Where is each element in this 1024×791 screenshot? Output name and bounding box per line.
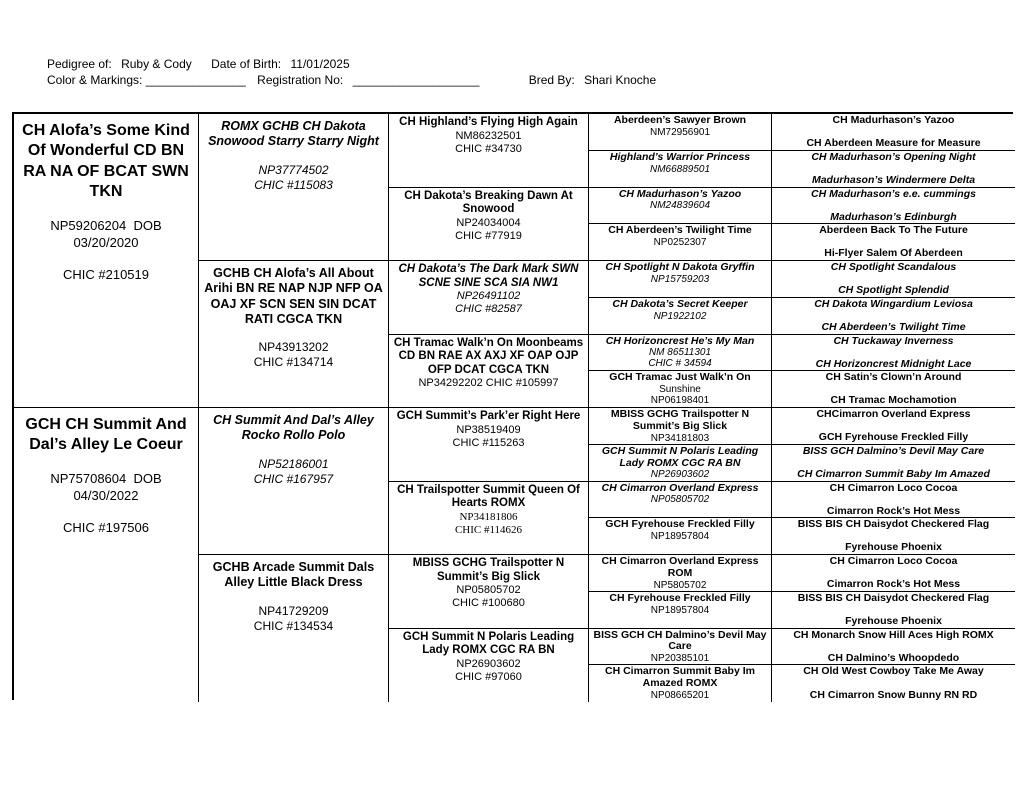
dog-name: CH Madurhason’s Yazoo xyxy=(618,187,742,200)
dog-reg: CHIC #34730 xyxy=(455,142,522,155)
color-markings-label: Color & Markings: xyxy=(47,73,143,87)
dog-name: CH Madurhason’s Opening Night xyxy=(811,150,976,163)
dob-value: 11/01/2025 xyxy=(290,57,350,71)
dog-info-block xyxy=(18,218,194,252)
dog-name: CH Dakota’s The Dark Mark SWN SCNE SINE SCA SIA NW1 xyxy=(398,263,582,289)
dog-info-block xyxy=(591,347,769,369)
dog-reg: NP43913202 xyxy=(258,340,329,354)
dog-name: CH Dakota Wingardium Leviosa xyxy=(814,297,973,310)
dog-name: CH Dakota’s Secret Keeper xyxy=(612,297,748,310)
gen2-cell-2 xyxy=(199,261,389,408)
gen3-cell-4 xyxy=(389,335,589,409)
dog-name: CH Madurhason’s Yazoo xyxy=(832,114,955,126)
pedigree-table xyxy=(12,112,1013,700)
dog-info-block xyxy=(391,130,586,156)
dog-name: GCH Fyrehouse Freckled Filly xyxy=(818,431,969,444)
dog-name: GCH Fyrehouse Freckled Filly xyxy=(605,518,755,531)
gen3-cell-6 xyxy=(389,482,589,556)
dog-name: Hi-Flyer Salem Of Aberdeen xyxy=(824,247,963,260)
dog-name: GCH Summit N Polaris Leading Lady ROMX CGC RA BN xyxy=(402,630,578,657)
registration-label: Registration No: xyxy=(257,73,344,87)
dog-name: BISS BIS CH Daisydot Checkered Flag xyxy=(797,591,990,604)
dog-name: CH Horizoncrest He’s My Man xyxy=(605,334,755,347)
registration-blank: ___________________ xyxy=(352,73,480,87)
dog-reg: NP05805702 xyxy=(456,584,521,597)
gen2-cell-4 xyxy=(199,555,389,702)
dog-name: BISS GCH CH Dalmino’s Devil May Care xyxy=(593,628,770,653)
dog-reg: CHIC #115083 xyxy=(254,177,333,192)
dog-name: CH Cimarron Overland Express xyxy=(601,481,759,494)
dog-name: BISS BIS CH Daisydot Checkered Flag xyxy=(797,518,990,531)
gen5-cell-12 xyxy=(772,518,1015,555)
gen4-cell-16 xyxy=(589,665,772,702)
dog-name: CH Cimarron Overland Express ROM xyxy=(601,555,762,579)
dog-reg: NP18957804 xyxy=(650,531,710,542)
gen1-cell-1 xyxy=(14,114,199,408)
dog-name: CH Fyrehouse Freckled Filly xyxy=(609,591,751,604)
gen4-cell-1 xyxy=(589,114,772,151)
dog-reg: CHIC #210519 xyxy=(63,266,149,282)
dog-reg: NP24034004 xyxy=(456,216,521,229)
dog-info-block xyxy=(18,471,194,505)
gen4-cell-11 xyxy=(589,482,772,519)
dog-name: Fyrehouse Phoenix xyxy=(845,614,942,627)
dog-reg: NP08665201 xyxy=(650,689,710,701)
gen4-cell-6 xyxy=(589,298,772,335)
dog-name: CH Spotlight N Dakota Gryffin xyxy=(605,261,755,273)
dog-name: MBISS GCHG Trailspotter N Summit’s Big Slick xyxy=(412,557,568,583)
bred-by-value: Shari Knoche xyxy=(584,73,657,87)
dog-name: CH Trailspotter Summit Queen Of Hearts ROMX xyxy=(397,483,584,510)
dog-info-block xyxy=(202,457,385,487)
dog-reg: CHIC #115263 xyxy=(452,436,525,449)
dog-info-block xyxy=(18,267,194,284)
dog-reg: CHIC #134714 xyxy=(253,355,334,369)
gen5-cell-11 xyxy=(772,482,1015,519)
dog-reg: CHIC #77919 xyxy=(455,229,522,242)
dog-info-block xyxy=(591,237,769,248)
dog-info-block xyxy=(591,384,769,406)
dog-reg: CHIC #167957 xyxy=(253,471,334,486)
dog-name: ROMX GCHB CH Dakota Snowood Starry Starry Night xyxy=(208,119,379,149)
dog-info-block xyxy=(591,433,769,444)
gen4-cell-14 xyxy=(589,592,772,629)
dog-reg: NM66889501 xyxy=(649,163,711,175)
dog-reg: NP20385101 xyxy=(650,653,710,664)
dog-info-block xyxy=(391,424,586,450)
dog-info-block xyxy=(591,494,769,505)
gen5-cell-3 xyxy=(772,188,1015,225)
gen4-cell-8 xyxy=(589,371,772,408)
dog-name: CH Aberdeen’s Twilight Time xyxy=(608,224,752,237)
dog-reg: NP26903602 xyxy=(650,469,710,481)
gen4-cell-13 xyxy=(589,555,772,592)
gen5-cell-15 xyxy=(772,629,1015,666)
dog-reg: NM72956901 xyxy=(649,126,711,138)
dog-reg: NP34181803 xyxy=(650,432,710,444)
dog-name: GCH CH Summit And Dal’s Alley Le Coeur xyxy=(25,416,192,454)
gen5-cell-2 xyxy=(772,151,1015,188)
dog-reg: Sunshine xyxy=(659,384,701,395)
dog-name: MBISS GCHG Trailspotter N Summit’s Big Slick xyxy=(610,408,753,432)
pedigree-of-label: Pedigree of: xyxy=(47,57,112,71)
header-line-2 xyxy=(47,72,656,88)
dog-reg: NP38519409 xyxy=(456,423,521,436)
dog-name: GCH Summit N Polaris Leading Lady ROMX CGC RA BN xyxy=(601,444,762,469)
dog-reg: NP41729209 xyxy=(258,603,329,618)
pedigree-of-value: Ruby & Cody xyxy=(121,57,192,71)
dog-reg: CHIC #114626 xyxy=(454,523,523,536)
dog-name: GCH Tramac Just Walk’n On xyxy=(609,371,751,384)
gen5-cell-13 xyxy=(772,555,1015,592)
dog-info-block xyxy=(591,605,769,616)
dog-name: Madurhason’s Windermere Delta xyxy=(811,173,976,186)
gen1-cell-2 xyxy=(14,408,199,702)
gen4-cell-7 xyxy=(589,335,772,372)
dog-name: Madurhason’s Edinburgh xyxy=(830,210,957,223)
gen5-cell-7 xyxy=(772,335,1015,372)
dog-name: CH Horizoncrest Midnight Lace xyxy=(815,357,972,370)
gen3-cell-3 xyxy=(389,261,589,335)
dog-reg: NP1922102 xyxy=(653,310,707,322)
dog-name: CHCimarron Overland Express xyxy=(816,408,971,420)
dog-name: Aberdeen Back To The Future xyxy=(819,224,968,237)
dog-reg: NM86232501 xyxy=(455,129,522,142)
dog-info-block xyxy=(591,127,769,138)
dog-reg: NP18957804 xyxy=(650,604,710,616)
dog-name: CH Cimarron Snow Bunny RN RD xyxy=(809,689,978,702)
dog-reg: 03/20/2020 xyxy=(73,234,139,250)
dog-reg: NP52186001 xyxy=(258,456,329,471)
dog-reg: 04/30/2022 xyxy=(73,487,139,503)
gen5-cell-14 xyxy=(772,592,1015,629)
dog-name: CH Dalmino’s Whoopdedo xyxy=(827,651,960,664)
dog-reg: NP75708604 DOB xyxy=(50,470,162,486)
gen5-cell-4 xyxy=(772,224,1015,261)
dog-info-block xyxy=(591,164,769,175)
dog-reg: NP5805702 xyxy=(653,579,707,591)
dog-name: CH Cimarron Summit Baby Im Amazed ROMX xyxy=(605,665,758,689)
dog-name: CH Cimarron Loco Cocoa xyxy=(829,481,958,494)
gen3-cell-8 xyxy=(389,629,589,703)
dog-name: CH Spotlight Scandalous xyxy=(830,261,957,273)
header-line-1 xyxy=(47,56,656,72)
dog-reg: NP26903602 xyxy=(456,657,521,670)
gen4-cell-3 xyxy=(589,188,772,225)
dog-info-block xyxy=(591,469,769,480)
dog-info-block xyxy=(591,580,769,591)
dog-info-block xyxy=(391,217,586,243)
gen5-cell-5 xyxy=(772,261,1015,298)
gen3-cell-7 xyxy=(389,555,589,629)
dog-reg: CHIC #134534 xyxy=(253,618,334,633)
gen4-cell-10 xyxy=(589,445,772,482)
dog-name: Cimarron Rock’s Hot Mess xyxy=(826,578,961,591)
dog-name: Cimarron Rock’s Hot Mess xyxy=(826,504,961,517)
gen5-cell-10 xyxy=(772,445,1015,482)
dog-info-block xyxy=(591,311,769,322)
dog-info-block xyxy=(591,200,769,211)
dog-name: CH Monarch Snow Hill Aces High ROMX xyxy=(793,628,994,641)
dog-name: Aberdeen’s Sawyer Brown xyxy=(613,114,747,126)
dob-label: Date of Birth: xyxy=(211,57,282,71)
dog-info-block xyxy=(202,163,385,193)
dog-reg: NM24839604 xyxy=(649,200,711,212)
gen5-cell-9 xyxy=(772,408,1015,445)
dog-name: Fyrehouse Phoenix xyxy=(845,541,942,554)
gen2-cell-3 xyxy=(199,408,389,555)
gen4-cell-15 xyxy=(589,629,772,666)
dog-name: CH Aberdeen Measure for Measure xyxy=(806,137,981,150)
gen4-cell-5 xyxy=(589,261,772,298)
dog-name: CH Tramac Walk’n On Moonbeams CD BN RAE AX AXJ XF OAP OJP OFP DCAT CGCA TKN xyxy=(393,336,587,376)
gen5-cell-8 xyxy=(772,371,1015,408)
dog-name: CH Dakota’s Breaking Dawn At Snowood xyxy=(404,189,576,216)
dog-reg: NP34292202 CHIC #105997 xyxy=(418,377,559,390)
dog-info-block xyxy=(591,653,769,664)
dog-name: BISS GCH Dalmino’s Devil May Care xyxy=(802,444,985,457)
gen5-cell-1 xyxy=(772,114,1015,151)
dog-info-block xyxy=(202,340,385,370)
dog-name: CH Alofa’s Some Kind Of Wonderful CD BN RA NA OF BCAT SWN TKN xyxy=(22,122,195,201)
dog-name: CH Tuckaway Inverness xyxy=(833,334,954,347)
dog-reg: NP34181806 xyxy=(459,510,518,523)
dog-info-block xyxy=(18,520,194,537)
dog-reg: NP37774502 xyxy=(258,162,329,177)
dog-name: GCHB Arcade Summit Dals Alley Little Black Dress xyxy=(212,560,378,590)
dog-name: CH Old West Cowboy Take Me Away xyxy=(803,665,984,678)
dog-reg: CHIC # 34594 xyxy=(648,358,712,370)
dog-info-block xyxy=(202,604,385,634)
dog-name: CH Madurhason’s e.e. cummings xyxy=(811,187,976,200)
dog-info-block xyxy=(391,377,586,390)
dog-info-block xyxy=(591,690,769,701)
dog-reg: NP26491102 xyxy=(456,290,521,303)
dog-name: CH Tramac Mochamotion xyxy=(830,394,957,407)
dog-name: GCH Summit’s Park’er Right Here xyxy=(396,410,581,422)
document-header xyxy=(47,56,656,88)
gen3-cell-1 xyxy=(389,114,589,188)
gen5-cell-16 xyxy=(772,665,1015,702)
gen3-cell-2 xyxy=(389,188,589,262)
dog-info-block xyxy=(391,511,586,537)
dog-info-block xyxy=(591,274,769,285)
dog-reg: NP0252307 xyxy=(653,237,707,248)
dog-reg: NP15759203 xyxy=(650,273,710,285)
gen4-cell-9 xyxy=(589,408,772,445)
dog-reg: NP59206204 DOB xyxy=(50,217,162,233)
dog-name: CH Aberdeen’s Twilight Time xyxy=(821,320,966,333)
gen2-cell-1 xyxy=(199,114,389,261)
dog-reg: CHIC #197506 xyxy=(63,519,149,535)
dog-reg: NM 86511301 xyxy=(648,347,712,359)
dog-reg: NP05805702 xyxy=(650,494,710,506)
dog-reg: CHIC #100680 xyxy=(452,597,525,610)
dog-info-block xyxy=(391,290,586,316)
dog-name: CH Highland’s Flying High Again xyxy=(399,116,578,128)
gen3-cell-5 xyxy=(389,408,589,482)
dog-reg: NP06198401 xyxy=(650,395,710,407)
dog-info-block xyxy=(391,658,586,684)
bred-by-label: Bred By: xyxy=(528,73,575,87)
color-markings-blank: _______________ xyxy=(145,73,246,87)
dog-name: CH Spotlight Splendid xyxy=(838,284,949,297)
gen5-cell-6 xyxy=(772,298,1015,335)
dog-info-block xyxy=(391,584,586,610)
dog-info-block xyxy=(591,531,769,542)
dog-name: Highland’s Warrior Princess xyxy=(609,150,751,163)
dog-name: CH Cimarron Summit Baby Im Amazed xyxy=(797,467,990,480)
dog-reg: CHIC #82587 xyxy=(455,303,522,316)
dog-name: GCHB CH Alofa’s All About Arihi BN RE NAP NJP NFP OA OAJ XF SCN SEN SIN DCAT RATI CGCA TKN xyxy=(204,266,387,326)
gen4-cell-2 xyxy=(589,151,772,188)
gen4-cell-12 xyxy=(589,518,772,555)
gen4-cell-4 xyxy=(589,224,772,261)
dog-name: CH Satin’s Clown’n Around xyxy=(825,371,962,384)
dog-reg: CHIC #97060 xyxy=(455,670,522,683)
dog-name: CH Summit And Dal’s Alley Rocko Rollo Polo xyxy=(213,413,378,443)
dog-name: CH Cimarron Loco Cocoa xyxy=(829,555,958,567)
